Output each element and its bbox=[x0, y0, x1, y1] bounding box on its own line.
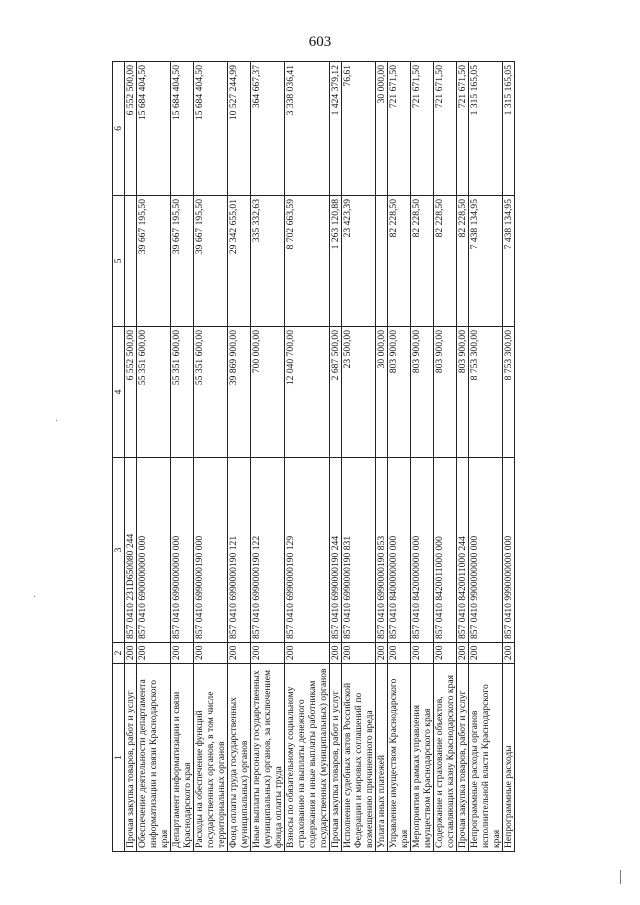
row-classification-cell: 857 0410 9990000000 000 bbox=[503, 458, 515, 643]
row-classification-cell: 857 0410 6990000190 129 bbox=[285, 458, 330, 643]
row-name-cell: Непрограммные расходы органов исполнительной власти Краснодарского края bbox=[469, 664, 503, 852]
table-row bbox=[330, 62, 342, 852]
header-cell-4: 4 bbox=[113, 327, 125, 458]
row-classification-cell: 857 0410 6990000000 000 bbox=[171, 458, 194, 643]
row-plan-cell: 700 000,00 bbox=[251, 327, 285, 458]
row-executed-cell: 335 332,63 bbox=[251, 196, 285, 327]
row-plan-cell: 30 000,00 bbox=[376, 327, 388, 458]
table-row bbox=[388, 62, 411, 852]
row-remainder-cell: 721 671,50 bbox=[388, 62, 411, 196]
row-classification-cell: 857 0410 6990000190 831 bbox=[342, 458, 376, 643]
row-plan-cell: 2 687 500,00 bbox=[330, 327, 342, 458]
row-plan-cell: 803 900,00 bbox=[434, 327, 457, 458]
row-remainder-cell: 10 527 244,99 bbox=[228, 62, 251, 196]
header-cell-5: 5 bbox=[113, 196, 125, 327]
table-row bbox=[228, 62, 251, 852]
row-name-cell: Уплата иных платежей bbox=[376, 664, 388, 852]
row-remainder-cell: 30 000,00 bbox=[376, 62, 388, 196]
row-executed-cell: 39 667 195,50 bbox=[137, 196, 171, 327]
row-classification-cell: 857 0410 8400000000 000 bbox=[388, 458, 411, 643]
row-plan-cell: 12 040 700,00 bbox=[285, 327, 330, 458]
row-code-cell: 200 bbox=[330, 643, 342, 664]
row-executed-cell: 7 438 134,95 bbox=[503, 196, 515, 327]
header-cell-2: 2 bbox=[113, 643, 125, 664]
header-cell-3: 3 bbox=[113, 458, 125, 643]
row-name-cell: Исполнение судебных актов Российской Федерации и мировых соглашений по возмещению причиненного вреда bbox=[342, 664, 376, 852]
row-code-cell: 200 bbox=[503, 643, 515, 664]
row-executed-cell: 39 667 195,50 bbox=[171, 196, 194, 327]
row-name-cell: Содержание и страхование объектов, составляющих казну Краснодарского края bbox=[434, 664, 457, 852]
row-classification-cell: 857 0410 8420000000 000 bbox=[411, 458, 434, 643]
row-executed-cell: 82 228,50 bbox=[388, 196, 411, 327]
row-plan-cell: 55 351 600,00 bbox=[171, 327, 194, 458]
row-executed-cell: 82 228,50 bbox=[411, 196, 434, 327]
row-classification-cell: 857 0410 8420011000 000 bbox=[434, 458, 457, 643]
row-code-cell: 200 bbox=[285, 643, 330, 664]
row-classification-cell: 857 0410 231D650080 244 bbox=[125, 458, 137, 643]
row-code-cell: 200 bbox=[342, 643, 376, 664]
row-name-cell: Прочая закупка товаров, работ и услуг bbox=[330, 664, 342, 852]
row-remainder-cell: 6 552 500,00 bbox=[125, 62, 137, 196]
row-code-cell: 200 bbox=[457, 643, 469, 664]
row-code-cell: 200 bbox=[469, 643, 503, 664]
row-classification-cell: 857 0410 6990000190 244 bbox=[330, 458, 342, 643]
row-classification-cell: 857 0410 6990000190 121 bbox=[228, 458, 251, 643]
row-code-cell: 200 bbox=[251, 643, 285, 664]
row-code-cell: 200 bbox=[376, 643, 388, 664]
row-plan-cell: 803 900,00 bbox=[388, 327, 411, 458]
row-executed-cell: 82 228,50 bbox=[457, 196, 469, 327]
row-plan-cell: 55 351 600,00 bbox=[137, 327, 171, 458]
row-code-cell: 200 bbox=[125, 643, 137, 664]
row-name-cell: Обеспечение деятельности департамента информатизации и связи Краснодарского края bbox=[137, 664, 171, 852]
row-plan-cell: 23 500,00 bbox=[342, 327, 376, 458]
row-plan-cell: 6 552 500,00 bbox=[125, 327, 137, 458]
row-code-cell: 200 bbox=[434, 643, 457, 664]
row-remainder-cell: 1 315 165,05 bbox=[503, 62, 515, 196]
row-plan-cell: 39 869 900,00 bbox=[228, 327, 251, 458]
table-row bbox=[503, 62, 515, 852]
row-name-cell: Прочая закупка товаров, работ и услуг bbox=[125, 664, 137, 852]
table-row bbox=[457, 62, 469, 852]
row-executed-cell: 8 702 663,59 bbox=[285, 196, 330, 327]
row-executed-cell: 39 667 195,50 bbox=[194, 196, 228, 327]
row-executed-cell bbox=[125, 196, 137, 327]
row-plan-cell: 803 900,00 bbox=[457, 327, 469, 458]
table-header-row bbox=[113, 62, 125, 852]
table-body bbox=[113, 62, 515, 852]
row-classification-cell: 857 0410 8420011000 244 bbox=[457, 458, 469, 643]
row-classification-cell: 857 0410 6990000190 000 bbox=[194, 458, 228, 643]
table-row bbox=[251, 62, 285, 852]
row-executed-cell: 29 342 655,01 bbox=[228, 196, 251, 327]
row-name-cell: Непрограммные расходы bbox=[503, 664, 515, 852]
row-executed-cell bbox=[376, 196, 388, 327]
row-plan-cell: 55 351 600,00 bbox=[194, 327, 228, 458]
budget-execution-table bbox=[112, 61, 515, 852]
row-executed-cell: 7 438 134,95 bbox=[469, 196, 503, 327]
row-name-cell: Мероприятия в рамках управления имуществом Краснодарского края bbox=[411, 664, 434, 852]
row-remainder-cell: 15 684 404,50 bbox=[137, 62, 171, 196]
row-remainder-cell: 721 671,50 bbox=[434, 62, 457, 196]
rotated-table-wrapper bbox=[112, 62, 612, 852]
row-name-cell: Прочая закупка товаров, работ и услуг bbox=[457, 664, 469, 852]
table-row bbox=[171, 62, 194, 852]
row-remainder-cell: 15 684 404,50 bbox=[194, 62, 228, 196]
row-remainder-cell: 15 684 404,50 bbox=[171, 62, 194, 196]
row-code-cell: 200 bbox=[137, 643, 171, 664]
row-remainder-cell: 1 315 165,05 bbox=[469, 62, 503, 196]
scan-dot bbox=[56, 420, 57, 421]
row-classification-cell: 857 0410 6990000190 122 bbox=[251, 458, 285, 643]
table-row bbox=[411, 62, 434, 852]
budget-table-frame bbox=[112, 62, 612, 852]
row-plan-cell: 8 753 300,00 bbox=[503, 327, 515, 458]
row-name-cell: Департамент информатизации и связи Краснодарского края bbox=[171, 664, 194, 852]
row-code-cell: 200 bbox=[171, 643, 194, 664]
row-remainder-cell: 721 671,50 bbox=[457, 62, 469, 196]
row-remainder-cell: 3 338 036,41 bbox=[285, 62, 330, 196]
row-code-cell: 200 bbox=[228, 643, 251, 664]
row-name-cell: Иные выплаты персоналу государственных (муниципальных) органов, за исключением фонда оплаты труда bbox=[251, 664, 285, 852]
row-executed-cell: 1 263 120,88 bbox=[330, 196, 342, 327]
table-row bbox=[194, 62, 228, 852]
row-executed-cell: 82 228,50 bbox=[434, 196, 457, 327]
header-cell-1: 1 bbox=[113, 664, 125, 852]
row-remainder-cell: 76,61 bbox=[342, 62, 376, 196]
table-row bbox=[137, 62, 171, 852]
row-name-cell: Взносы по обязательному социальному страхованию на выплаты денежного содержания и иные выплаты работникам государственных (муниципальных) органов bbox=[285, 664, 330, 852]
row-remainder-cell: 721 671,50 bbox=[411, 62, 434, 196]
row-plan-cell: 8 753 300,00 bbox=[469, 327, 503, 458]
table-row bbox=[285, 62, 330, 852]
scan-dot bbox=[34, 596, 35, 597]
row-name-cell: Управление имуществом Краснодарского края bbox=[388, 664, 411, 852]
row-classification-cell: 857 0410 6900000000 000 bbox=[137, 458, 171, 643]
page-number: 603 bbox=[308, 34, 332, 50]
header-cell-6: 6 bbox=[113, 62, 125, 196]
row-remainder-cell: 364 667,37 bbox=[251, 62, 285, 196]
table-row bbox=[469, 62, 503, 852]
row-executed-cell: 23 423,39 bbox=[342, 196, 376, 327]
table-row bbox=[125, 62, 137, 852]
table-row bbox=[342, 62, 376, 852]
row-code-cell: 200 bbox=[194, 643, 228, 664]
row-code-cell: 200 bbox=[411, 643, 434, 664]
scan-edge-mark bbox=[620, 870, 621, 884]
table-row bbox=[434, 62, 457, 852]
row-name-cell: Фонд оплаты труда государственных (муниципальных) органов bbox=[228, 664, 251, 852]
table-row bbox=[376, 62, 388, 852]
row-classification-cell: 857 0410 9900000000 000 bbox=[469, 458, 503, 643]
row-remainder-cell: 1 424 379,12 bbox=[330, 62, 342, 196]
row-name-cell: Расходы на обеспечение функций государственных органов, в том числе территориальных органов bbox=[194, 664, 228, 852]
row-code-cell: 200 bbox=[388, 643, 411, 664]
row-plan-cell: 803 900,00 bbox=[411, 327, 434, 458]
row-classification-cell: 857 0410 6990000190 853 bbox=[376, 458, 388, 643]
